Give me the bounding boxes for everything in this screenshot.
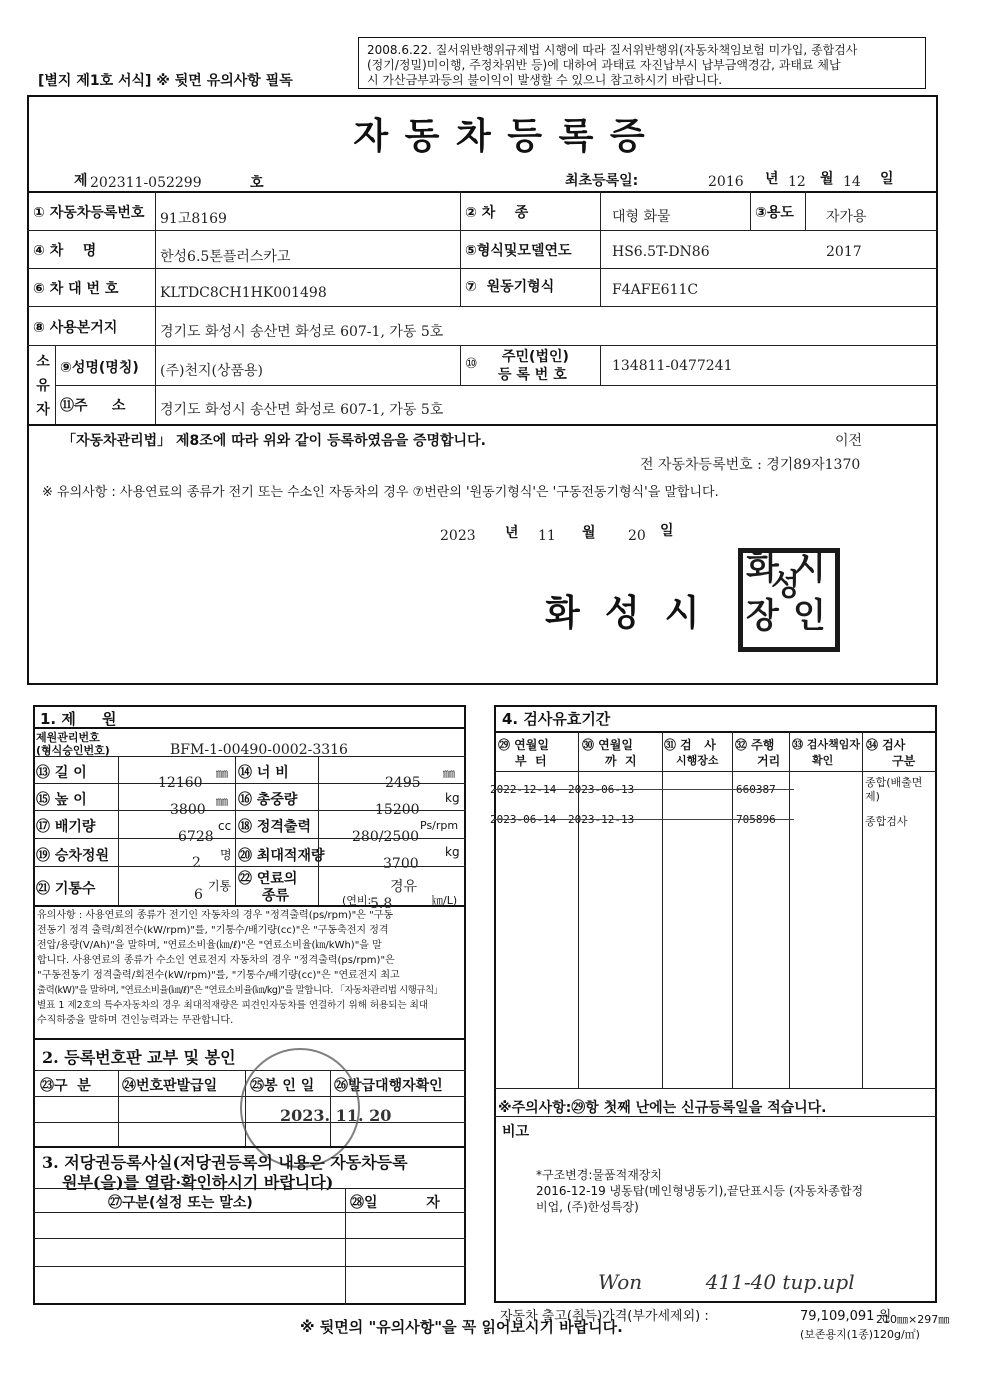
plate-heading: 2. 등록번호판 교부 및 봉인 (42, 1048, 236, 1067)
issue-month: 11 (538, 528, 556, 544)
displacement-value: 6728 (178, 829, 214, 845)
weight-unit: kg (445, 791, 460, 805)
model-year: 2017 (826, 244, 862, 260)
remarks-label: 비고 (502, 1124, 530, 1140)
row1-from: 2022-12-14 (490, 783, 557, 796)
remarks-text: *구조변경:물품적재장치 2016-12-19 냉동탑(메인형냉동기),끝단표시등 (자동차종합정 비업, (주)한성특장) (536, 1168, 864, 1214)
col-officer-2: 확인 (812, 754, 834, 767)
width-label: ⑭ 너 비 (238, 765, 289, 781)
length-value: 12160 (158, 775, 203, 791)
model-label: ⑤형식및모델연도 (465, 243, 572, 259)
col-km-1: ㉜ 주행 (735, 738, 775, 752)
issue-year: 2023 (440, 528, 476, 544)
first-reg-day: 14 (843, 174, 861, 190)
weight-value: 15200 (375, 802, 420, 818)
length-label: ⑬ 길 이 (36, 765, 87, 781)
handwritten-note: Won 411-40 tup.upl (598, 1270, 855, 1294)
owner-name-value: (주)천지(상품용) (160, 363, 263, 379)
fuel-label-2: 종류 (262, 888, 290, 904)
notice-line-1: 2008.6.22. 질서위반행위규제법 시행에 따라 질서위반행위(자동차책임보험 미가입, 종합검사 (367, 43, 858, 57)
issue-day-unit: 일 (660, 523, 674, 539)
address-value: 경기도 화성시 송산면 화성로 607-1, 가동 5호 (160, 402, 444, 418)
plate-col-agent: ㉖발급대행자확인 (334, 1078, 443, 1094)
col-from-2: 부 터 (515, 754, 547, 768)
plate-value: 91고8169 (160, 211, 227, 227)
lien-col-date: ㉘일 자 (350, 1195, 440, 1211)
form-label: [별지 제1호 서식] ※ 뒷면 유의사항 필독 (38, 73, 293, 89)
use-value: 자가용 (826, 209, 867, 225)
col-km-2: 거리 (757, 754, 781, 768)
row2-to: 2023-12-13 (568, 813, 635, 826)
plate-label: ① 자동차등록번호 (33, 205, 145, 221)
day-unit: 일 (880, 171, 894, 187)
col-from-1: ㉙ 연월일 (498, 738, 549, 752)
engine-label: ⑦ 원동기형식 (465, 279, 555, 295)
cylinder-value: 6 (194, 887, 203, 903)
document-title: 자 동 차 등 록 증 (353, 115, 647, 157)
notice-line-3: 시 가산금부과등의 불이익이 발생할 수 있으니 참고하시기 바랍니다. (367, 73, 723, 87)
inspection-heading: 4. 검사유효기간 (502, 710, 611, 728)
fuel-notice: ※ 유의사항 : 사용연료의 종류가 전기 또는 수소인 자동차의 경우 ⑦번란의 '원동기형식'은 '구동전동기형식'을 말합니다. (42, 485, 719, 500)
month-unit: 월 (820, 171, 834, 187)
corp-value: 134811-0477241 (612, 358, 733, 374)
row2-kind: 종합검사 (865, 815, 908, 828)
certify-statement: 「자동차관리법」 제8조에 따라 위와 같이 등록하였음을 증명합니다. (62, 433, 486, 449)
address-label: ⑪주 소 (60, 398, 126, 414)
col-officer-1: ㉝ 검사책임자 (792, 738, 860, 751)
seating-value: 2 (192, 855, 201, 871)
base-value: 경기도 화성시 송산면 화성로 607-1, 가동 5호 (160, 324, 444, 340)
cylinder-unit: 기통 (208, 879, 232, 893)
col-place-1: ㉛ 검 사 (664, 738, 716, 752)
lien-heading-2: 원부(을)를 열람·확인하시기 바랍니다) (62, 1173, 334, 1192)
price-value: 79,109,091 원 (800, 1309, 892, 1324)
base-label: ⑧ 사용본거지 (33, 320, 118, 336)
reg-no-value: 202311-052299 (90, 175, 202, 191)
displacement-unit: cc (218, 819, 232, 833)
issuer-name: 화 성 시 (545, 592, 700, 634)
max-load-label: ⑳ 최대적재량 (238, 848, 325, 864)
length-unit: ㎜ (216, 766, 229, 780)
seating-unit: 명 (220, 848, 232, 862)
col-to-1: ㉚ 연월일 (582, 738, 633, 752)
efficiency-label: (연비: (342, 894, 372, 907)
height-label: ⑮ 높 이 (36, 792, 87, 808)
price-label: 자동차 출고(취득)가격(부가세제외) : (500, 1309, 709, 1324)
name-label: ④ 차 명 (33, 243, 97, 259)
row1-to: 2023-06-13 (568, 783, 635, 796)
paper-type: (보존용지(1종)120g/㎡) (800, 1328, 920, 1341)
plate-col-issue-date: ㉔번호판발급일 (122, 1078, 218, 1094)
issue-month-unit: 월 (582, 525, 596, 541)
reg-no-suffix: 호 (250, 175, 264, 191)
corp-label-1: 주민(법인) (502, 349, 569, 365)
prev-label: 이전 (835, 433, 863, 449)
row1-km: 660387 (736, 783, 776, 796)
cert-label-2: (형식승인번호) (36, 744, 110, 757)
cert-label-1: 제원관리번호 (36, 731, 100, 744)
height-unit: ㎜ (216, 794, 229, 808)
col-kind-1: ㉞ 검사 (866, 738, 906, 752)
plate-col-seal-date: ㉕봉 인 일 (250, 1078, 315, 1094)
prev-reg-number: 전 자동차등록번호 : 경기89자1370 (640, 457, 861, 473)
notice-line-2: (정기/정밀)미이행, 주정차위반 등)에 대하여 과태료 자진납부시 납부금액경감, 과태료 체납 (367, 58, 841, 72)
corp-num-mark: ⑩ (465, 356, 478, 372)
name-value: 한성6.5톤플러스카고 (160, 249, 291, 265)
max-load-unit: kg (445, 845, 460, 859)
row1-kind: 종합(배출면제) (865, 776, 923, 803)
type-label: ② 차 종 (465, 205, 529, 221)
cert-value: BFM-1-00490-0002-3316 (170, 742, 348, 758)
power-value: 280/2500 (352, 829, 420, 845)
lien-col-type: ㉗구분(설정 또는 말소) (108, 1195, 253, 1211)
type-value: 대형 화물 (612, 209, 671, 225)
engine-value: F4AFE611C (612, 282, 699, 298)
official-seal: 화 시 성 장 인 (738, 548, 840, 652)
issue-year-unit: 년 (505, 525, 519, 541)
col-to-2: 까 지 (605, 754, 637, 768)
power-unit: Ps/rpm (420, 819, 459, 832)
vin-value: KLTDC8CH1HK001498 (160, 285, 327, 301)
fuel-label-1: ㉒ 연료의 (238, 871, 298, 887)
reg-no-prefix: 제 (74, 173, 88, 189)
first-reg-label: 최초등록일: (565, 173, 639, 189)
seating-label: ⑲ 승차정원 (36, 848, 109, 864)
spec-notice: 유의사항 : 사용연료의 종류가 전기인 자동차의 경우 "정격출력(ps/rpm)"은 "구동 전동기 정격 출력/회전수(kW/rpm)"를, "기통수/배기량(cc)"은 "구동축전지 정격 전압/용량(V/Ah)"을 말하며, "연료소비율(㎞/ℓ)"은 "연료소비율(㎞/kWh)"을 말 합니다. 사용연료의 종류가 수소인 연료전지 자동차의 경우 "정격출력(ps/rpm)"은 "구동전동기 정격출력/회전수(kW/rpm)"를, "기통수/배기량(cc)"은 "연료전지 최고 출력(kW)"을 말하며, "연료소비율(㎞/ℓ)"은 "연료소비율(㎞/kg)"을 말합니다. 「자동차관리법 시행규칙」 별표 1 제2호의 특수자동차의 경우 최대적재량은 피견인자동차를 연결하기 위해 허용되는 최대 수직하중을 말하며 견인능력과는 무관합니다. (37, 910, 443, 1026)
efficiency-unit: ㎞/L) (432, 894, 458, 907)
fuel-value: 경유 (390, 879, 418, 895)
cylinder-label: ㉑ 기통수 (36, 881, 96, 897)
legal-notice-box (358, 37, 926, 89)
efficiency-value: 5.8 (370, 896, 393, 912)
row2-km: 705896 (736, 813, 776, 826)
owner-side-label: 소 유 자 (36, 354, 50, 418)
col-place-2: 시행장소 (676, 754, 719, 767)
footer-notice: ※ 뒷면의 "유의사항"을 꼭 읽어보시기 바랍니다. (300, 1318, 623, 1336)
spec-heading: 1. 제 원 (40, 710, 117, 728)
width-value: 2495 (385, 775, 421, 791)
weight-label: ⑯ 총중량 (238, 792, 298, 808)
corp-label-2: 등 록 번 호 (498, 367, 567, 383)
col-kind-2: 구분 (892, 754, 916, 768)
owner-name-label: ⑨성명(명칭) (60, 360, 139, 376)
paper-size: 210㎜×297㎜ (876, 1313, 950, 1326)
year-unit: 년 (765, 171, 779, 187)
displacement-label: ⑰ 배기량 (36, 819, 96, 835)
height-value: 3800 (170, 802, 206, 818)
plate-col-category: ㉓구 분 (40, 1078, 91, 1094)
seal-stamp-date: 2023. 11. 20 (280, 1106, 392, 1125)
vin-label: ⑥ 차 대 번 호 (33, 281, 119, 297)
first-reg-month: 12 (788, 174, 806, 190)
lien-heading-1: 3. 저당권등록사실(저당권등록의 내용은 자동차등록 (42, 1153, 408, 1172)
first-reg-year: 2016 (708, 174, 744, 190)
issue-day: 20 (628, 528, 646, 544)
max-load-value: 3700 (383, 856, 419, 872)
inspection-footnote: ※주의사항:㉙항 첫째 난에는 신규등록일을 적습니다. (498, 1100, 827, 1116)
power-label: ⑱ 정격출력 (238, 819, 311, 835)
row2-from: 2023-06-14 (490, 813, 557, 826)
use-label: ③용도 (755, 205, 794, 221)
width-unit: ㎜ (443, 766, 456, 780)
model-value: HS6.5T-DN86 (612, 244, 710, 260)
